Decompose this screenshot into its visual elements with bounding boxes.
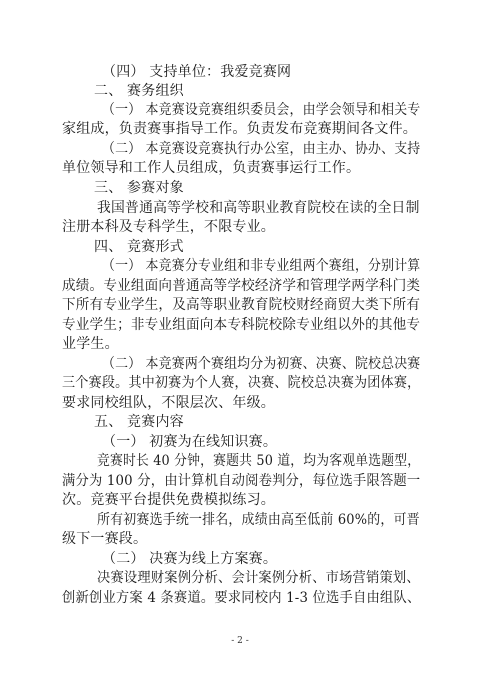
text-line: 决赛设理财案例分析、会计案例分析、市场营销策划、 (97, 570, 420, 586)
text-line: 要求同校组队，不限层次、年级。 (62, 395, 275, 411)
text-line: 三个赛段。其中初赛为个人赛，决赛、院校总决赛为团体赛， (62, 375, 421, 391)
page-number: - 2 - (231, 636, 249, 646)
text-line: 所有初赛选手统一排名，成绩由高至低前 60%的，可晋 (97, 512, 420, 528)
text-line: 创新创业方案 4 条赛道。要求同校内 1-3 位选手自由组队、 (62, 590, 421, 606)
text-line: 次。竞赛平台提供免费模拟练习。 (62, 492, 275, 508)
text-line: （一） 本竞赛设竞赛组织委员会，由学会领导和相关专 (102, 102, 421, 118)
text-line: （二） 决赛为线上方案赛。 (102, 551, 278, 567)
text-line: 竞赛时长 40 分钟，赛题共 50 道，均为客观单选题型， (97, 453, 421, 469)
text-line: （一） 本竞赛分专业组和非专业组两个赛组，分别计算 (102, 258, 421, 274)
section-heading: 四、 竞赛形式 (94, 239, 184, 255)
text-line: （二） 本竞赛两个赛组均分为初赛、决赛、院校总决赛 (102, 356, 421, 372)
text-line: 家组成，负责赛事指导工作。负责发布竞赛期间各文件。 (62, 121, 417, 137)
text-line: 级下一赛段。 (62, 531, 148, 547)
section-heading: 三、 参赛对象 (94, 180, 184, 196)
text-line: 下所有专业学生，及高等职业教育院校财经商贸大类下所有 (62, 297, 421, 313)
text-line: 成绩。专业组面向普通高等学校经济学和管理学两学科门类 (62, 278, 421, 294)
section-heading: 五、 竞赛内容 (94, 414, 184, 430)
section-heading: 二、 赛务组织 (94, 83, 184, 99)
text-line: 满分为 100 分，由计算机自动阅卷判分，每位选手限答题一 (62, 473, 421, 489)
text-line: 专业学生；非专业组面向本专科院校除专业组以外的其他专 (62, 317, 421, 333)
text-line: 业学生。 (62, 336, 119, 352)
text-line: （四） 支持单位：我爱竞赛网 (102, 64, 292, 80)
text-line: （一） 初赛为在线知识赛。 (102, 434, 278, 450)
text-line: （二） 本竞赛设竞赛执行办公室，由主办、协办、支持 (102, 141, 421, 157)
text-line: 注册本科及专科学生，不限专业。 (62, 219, 275, 235)
text-line: 单位领导和工作人员组成，负责赛事运行工作。 (62, 160, 361, 176)
text-line: 我国普通高等学校和高等职业教育院校在读的全日制 (97, 200, 420, 216)
